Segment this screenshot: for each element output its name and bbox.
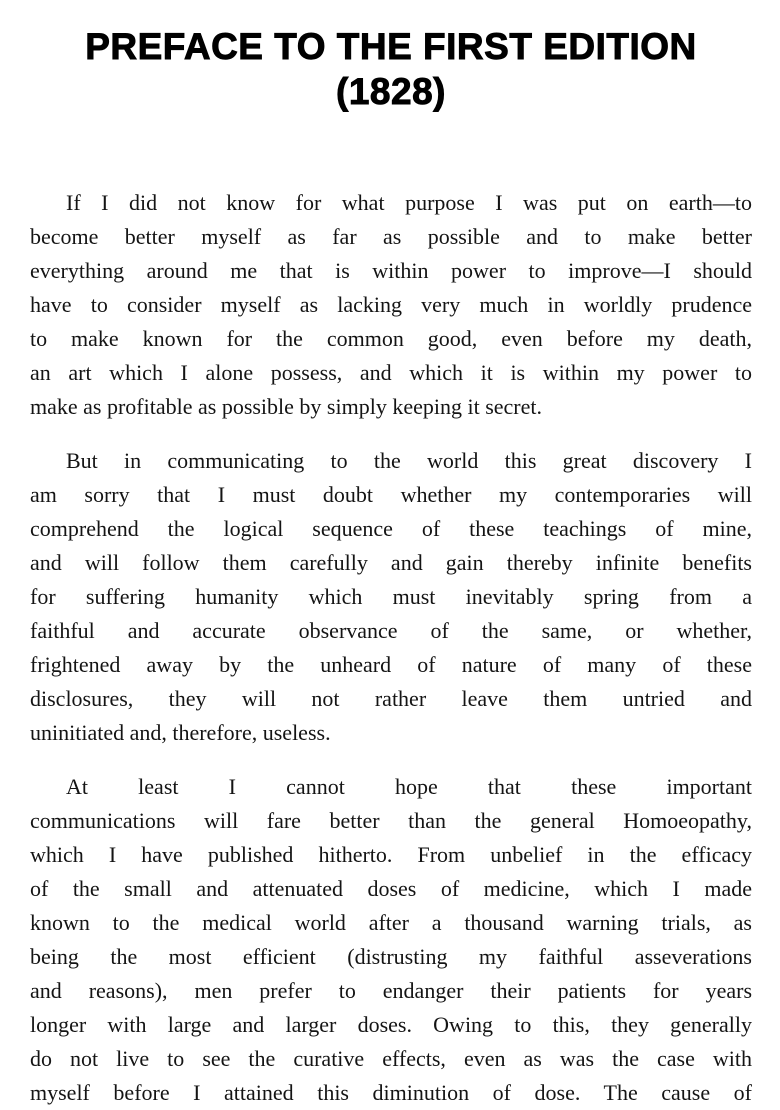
text-line: But in communicating to the world this great discovery I (66, 448, 752, 473)
page-title (30, 24, 752, 114)
paragraph-1 (30, 186, 752, 424)
text-line: being the most efficient (distrusting my faithful asseverations (30, 944, 752, 969)
text-line: have to consider myself as lacking very much in worldly prudence (30, 292, 752, 317)
text-line: for suffering humanity which must inevitably spring from a (30, 584, 752, 609)
paragraph-3 (30, 770, 752, 1110)
text-line: known to the medical world after a thousand warning trials, as (30, 910, 752, 935)
text-line: an art which I alone possess, and which it is within my power to (30, 360, 752, 385)
text-line: faithful and accurate observance of the same, or whether, (30, 618, 752, 643)
text-line: comprehend the logical sequence of these teachings of mine, (30, 516, 752, 541)
title-line-2: (1828) (336, 71, 446, 112)
text-line: communications will fare better than the general Homoeopathy, (30, 808, 752, 833)
text-line: disclosures, they will not rather leave them untried and (30, 686, 752, 711)
text-line: frightened away by the unheard of nature of many of these (30, 652, 752, 677)
text-line: myself before I attained this diminution of dose. The cause of (30, 1080, 752, 1105)
text-line: and reasons), men prefer to endanger their patients for years (30, 978, 752, 1003)
text-line: longer with large and larger doses. Owing to this, they generally (30, 1012, 752, 1037)
paragraph-2 (30, 444, 752, 750)
text-line: and will follow them carefully and gain thereby infinite benefits (30, 550, 752, 575)
text-line: to make known for the common good, even before my death, (30, 326, 752, 351)
text-line: make as profitable as possible by simply keeping it secret. (30, 394, 542, 419)
text-line: which I have published hitherto. From unbelief in the efficacy (30, 842, 752, 867)
page-body (30, 186, 752, 1110)
text-line: of the small and attenuated doses of medicine, which I made (30, 876, 752, 901)
text-line: If I did not know for what purpose I was put on earth—to (66, 190, 752, 215)
text-line: do not live to see the curative effects, even as was the case with (30, 1046, 752, 1071)
title-line-1: PREFACE TO THE FIRST EDITION (85, 26, 697, 67)
text-line: At least I cannot hope that these important (66, 774, 752, 799)
text-line: uninitiated and, therefore, useless. (30, 720, 331, 745)
text-line: am sorry that I must doubt whether my contemporaries will (30, 482, 752, 507)
text-line: everything around me that is within power to improve—I should (30, 258, 752, 283)
text-line: become better myself as far as possible and to make better (30, 224, 752, 249)
